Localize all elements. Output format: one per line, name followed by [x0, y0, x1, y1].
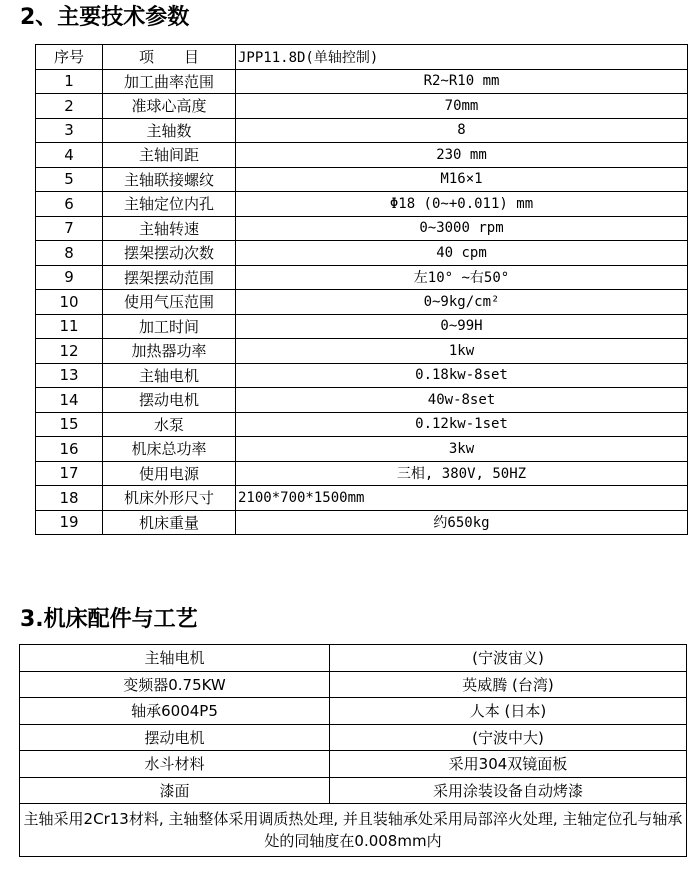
row-item: 主轴转速: [103, 216, 236, 241]
table-row: [36, 290, 688, 315]
row-number: 7: [36, 216, 103, 241]
row-value: 2100*700*1500mm: [236, 486, 688, 511]
row-item: 摆动电机: [103, 388, 236, 413]
row-number: 12: [36, 339, 103, 364]
row-number: 5: [36, 167, 103, 192]
row-item: 加工曲率范围: [103, 69, 236, 94]
row-item: 主轴电机: [103, 363, 236, 388]
row-value: R2~R10 mm: [236, 69, 688, 94]
table-row: [36, 118, 688, 143]
row-value: 0.12kw-1set: [236, 412, 688, 437]
table-row: [20, 724, 687, 751]
row-item: 使用电源: [103, 461, 236, 486]
row-number: 17: [36, 461, 103, 486]
row-number: 10: [36, 290, 103, 315]
part-spec: 英威腾 (台湾): [330, 671, 687, 698]
header-item: 项 目: [103, 45, 236, 70]
row-value: 左10° ~右50°: [236, 265, 688, 290]
table-row: [36, 461, 688, 486]
row-item: 水泵: [103, 412, 236, 437]
row-item: 使用气压范围: [103, 290, 236, 315]
row-number: 11: [36, 314, 103, 339]
part-spec: (宁波中大): [330, 724, 687, 751]
table-row: [36, 339, 688, 364]
row-value: Φ18 (0~+0.011) mm: [236, 192, 688, 217]
row-item: 主轴联接螺纹: [103, 167, 236, 192]
row-number: 19: [36, 510, 103, 535]
row-item: 主轴间距: [103, 143, 236, 168]
table-row: [36, 167, 688, 192]
row-number: 1: [36, 69, 103, 94]
table-row: [36, 241, 688, 266]
row-item: 摆架摆动范围: [103, 265, 236, 290]
row-value: 0~9kg/cm²: [236, 290, 688, 315]
row-value: 3kw: [236, 437, 688, 462]
row-value: 约650kg: [236, 510, 688, 535]
parameters-table: [35, 44, 688, 535]
part-name: 轴承6004P5: [20, 698, 330, 725]
row-value: 0~99H: [236, 314, 688, 339]
row-value: 70mm: [236, 94, 688, 119]
row-number: 6: [36, 192, 103, 217]
table-row: [36, 314, 688, 339]
row-number: 3: [36, 118, 103, 143]
table-row: [36, 486, 688, 511]
row-item: 摆架摆动次数: [103, 241, 236, 266]
parts-table: [19, 644, 687, 857]
row-number: 15: [36, 412, 103, 437]
section-title-parts: 3.机床配件与工艺: [20, 607, 198, 632]
row-value: 0.18kw-8set: [236, 363, 688, 388]
header-no: 序号: [36, 45, 103, 70]
table-row: [20, 645, 687, 672]
table-row: [36, 143, 688, 168]
table-row: [36, 388, 688, 413]
part-name: 水斗材料: [20, 751, 330, 778]
table-row: [20, 751, 687, 778]
row-value: 230 mm: [236, 143, 688, 168]
table-row: [36, 412, 688, 437]
row-item: 准球心高度: [103, 94, 236, 119]
row-number: 9: [36, 265, 103, 290]
table-row: [36, 216, 688, 241]
section-title-parameters: 2、主要技术参数: [20, 5, 190, 30]
process-note: 主轴采用2Cr13材料, 主轴整体采用调质热处理, 并且装轴承处采用局部淬火处理, 主轴定位孔与轴承处的同轴度在0.008mm内: [20, 804, 687, 857]
row-number: 13: [36, 363, 103, 388]
part-name: 变频器0.75KW: [20, 671, 330, 698]
table-row: [20, 777, 687, 804]
part-spec: (宁波宙义): [330, 645, 687, 672]
part-spec: 采用涂装设备自动烤漆: [330, 777, 687, 804]
row-item: 机床总功率: [103, 437, 236, 462]
table-row: [20, 671, 687, 698]
part-name: 漆面: [20, 777, 330, 804]
table-row: [20, 698, 687, 725]
part-spec: 采用304双镜面板: [330, 751, 687, 778]
table-row: [36, 510, 688, 535]
row-value: 40w-8set: [236, 388, 688, 413]
table-row: [36, 94, 688, 119]
row-value: 40 cpm: [236, 241, 688, 266]
table-row: [36, 437, 688, 462]
table-row: [36, 363, 688, 388]
process-note-row: [20, 804, 687, 857]
part-spec: 人本 (日本): [330, 698, 687, 725]
row-item: 主轴定位内孔: [103, 192, 236, 217]
row-item: 机床外形尺寸: [103, 486, 236, 511]
row-item: 机床重量: [103, 510, 236, 535]
row-item: 加工时间: [103, 314, 236, 339]
table-row: [36, 192, 688, 217]
part-name: 摆动电机: [20, 724, 330, 751]
part-name: 主轴电机: [20, 645, 330, 672]
table-row: [36, 265, 688, 290]
row-item: 主轴数: [103, 118, 236, 143]
row-number: 8: [36, 241, 103, 266]
row-value: 三相, 380V, 50HZ: [236, 461, 688, 486]
row-value: 1kw: [236, 339, 688, 364]
table-row: [36, 69, 688, 94]
row-item: 加热器功率: [103, 339, 236, 364]
row-value: 8: [236, 118, 688, 143]
row-number: 4: [36, 143, 103, 168]
row-number: 18: [36, 486, 103, 511]
row-number: 16: [36, 437, 103, 462]
row-number: 14: [36, 388, 103, 413]
row-number: 2: [36, 94, 103, 119]
header-model: JPP11.8D(单轴控制): [236, 45, 688, 70]
row-value: 0~3000 rpm: [236, 216, 688, 241]
row-value: M16×1: [236, 167, 688, 192]
table-header-row: [36, 45, 688, 70]
